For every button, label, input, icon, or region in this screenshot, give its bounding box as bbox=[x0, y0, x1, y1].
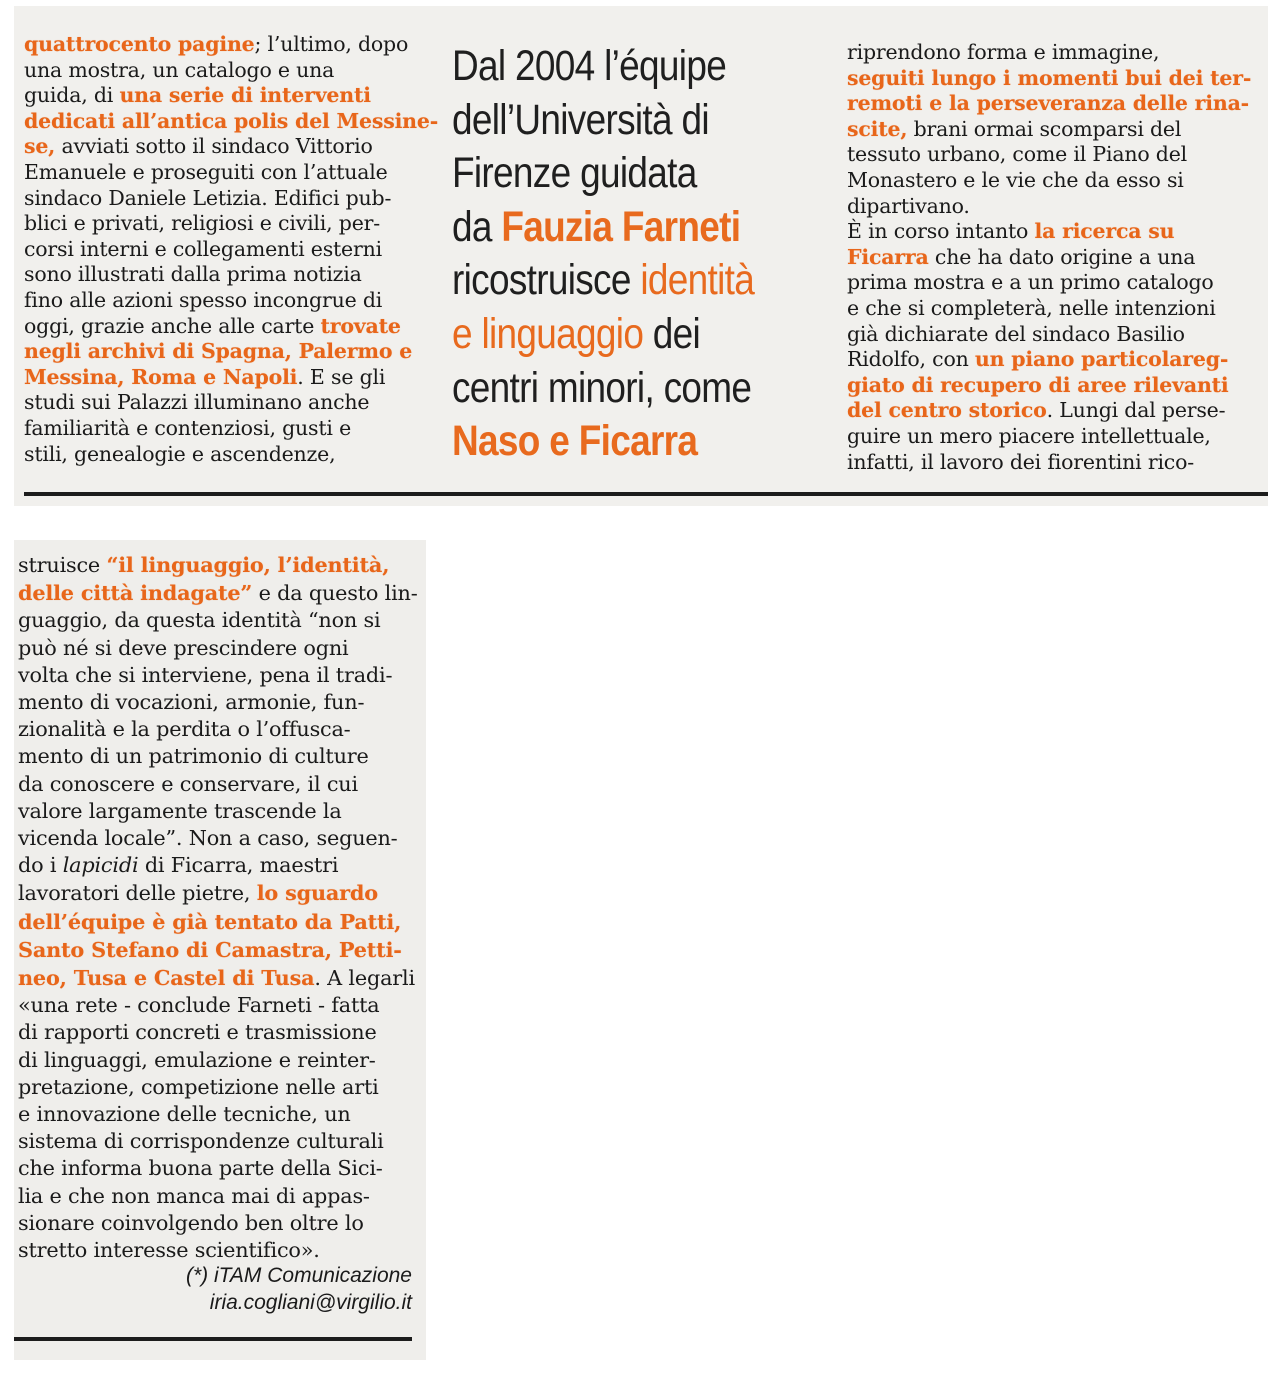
text-line bbox=[847, 65, 1252, 92]
text-line bbox=[18, 1101, 418, 1128]
text-line bbox=[847, 373, 1237, 399]
text-line bbox=[847, 398, 1237, 424]
body-text: mento di vocazioni, armonie, fun- bbox=[18, 690, 365, 715]
text-line bbox=[18, 936, 418, 964]
text-line bbox=[847, 347, 1237, 373]
highlighted-text: identità bbox=[640, 256, 755, 305]
text-line bbox=[24, 339, 414, 365]
highlighted-text: Messina, Roma e Napoli bbox=[24, 364, 298, 389]
body-text: da bbox=[452, 202, 502, 251]
section-divider-rule bbox=[24, 492, 1268, 496]
text-line bbox=[18, 771, 418, 798]
text-line bbox=[847, 424, 1237, 450]
text-line bbox=[18, 1183, 418, 1210]
body-text: familiarità e contenziosi, gusti e bbox=[24, 415, 352, 440]
body-text: Monastero e le vie che da esso si bbox=[847, 167, 1184, 192]
body-text: «una rete - conclude Farneti - fatta bbox=[18, 993, 380, 1018]
highlighted-text: Santo Stefano di Camastra, Petti- bbox=[18, 936, 402, 962]
text-line bbox=[18, 992, 418, 1019]
body-text: zionalità e la perdita o l’offusca- bbox=[18, 717, 351, 742]
body-text: guida, di bbox=[24, 83, 120, 108]
body-text: guaggio, da questa identità “non si bbox=[18, 608, 381, 633]
text-line bbox=[18, 825, 418, 852]
text-line bbox=[847, 91, 1249, 117]
text-line bbox=[847, 270, 1237, 296]
body-text: dei bbox=[643, 309, 701, 358]
highlighted-text: e linguaggio bbox=[452, 309, 644, 358]
body-text: brani ormai scomparsi del bbox=[907, 116, 1182, 141]
text-line bbox=[18, 908, 418, 936]
highlighted-text: neo, Tusa e Castel di Tusa bbox=[18, 965, 315, 991]
text-line bbox=[847, 245, 1237, 271]
body-text: riprendono forma e immagine, bbox=[847, 40, 1160, 64]
body-text: È in corso intanto bbox=[847, 219, 1035, 244]
text-line bbox=[24, 237, 414, 263]
body-text: dell’Università di bbox=[452, 95, 709, 144]
text-line bbox=[18, 1047, 418, 1074]
body-text: che ha dato origine a una bbox=[928, 244, 1196, 269]
author-credit-name: (*) iTAM Comunicazione bbox=[185, 1264, 412, 1287]
highlighted-text: scite, bbox=[847, 116, 908, 141]
body-text: pretazione, competizione nelle arti bbox=[18, 1074, 379, 1099]
text-line bbox=[24, 58, 414, 84]
highlighted-text: delle città indagate” bbox=[18, 580, 253, 606]
body-text: tessuto urbano, come il Piano del bbox=[847, 142, 1188, 167]
body-text: e innovazione delle tecniche, un bbox=[18, 1102, 351, 1127]
text-line bbox=[847, 450, 1237, 476]
body-text: do i bbox=[18, 853, 63, 878]
highlighted-text: dell’équipe è già tentato da Patti, bbox=[18, 908, 402, 934]
text-line bbox=[24, 32, 414, 58]
body-text: di rapporti concreti e trasmissione bbox=[18, 1020, 377, 1045]
body-text: corsi interni e collegamenti esterni bbox=[24, 236, 382, 261]
text-line bbox=[18, 879, 418, 907]
body-text: e che si completerà, nelle intenzioni bbox=[847, 295, 1216, 320]
highlighted-text: Ficarra bbox=[847, 244, 929, 269]
body-text: Ridolfo, con bbox=[847, 347, 975, 372]
text-line bbox=[24, 442, 414, 468]
body-text: stili, genealogie e ascendenze, bbox=[24, 441, 336, 466]
body-text: sindaco Daniele Letizia. Edifici pub- bbox=[24, 185, 392, 210]
highlighted-text: giato di recupero di aree rilevanti bbox=[847, 372, 1229, 397]
text-line bbox=[24, 262, 414, 288]
text-line bbox=[18, 1128, 418, 1155]
text-line bbox=[18, 743, 418, 770]
body-text: ; l’ultimo, dopo bbox=[254, 32, 409, 56]
text-line bbox=[18, 662, 418, 689]
text-line bbox=[847, 219, 1237, 245]
text-line bbox=[847, 142, 1237, 168]
left-text-column bbox=[24, 32, 439, 467]
body-text: centri minori, come bbox=[452, 363, 752, 412]
body-text: volta che si interviene, pena il tradi- bbox=[18, 662, 393, 687]
text-line bbox=[18, 689, 418, 716]
text-line bbox=[18, 716, 418, 743]
highlighted-text: trovate bbox=[320, 313, 401, 338]
body-text: sionare coinvolgendo ben oltre lo bbox=[18, 1210, 364, 1235]
text-line bbox=[18, 852, 418, 879]
body-text: . A legarli bbox=[314, 966, 415, 991]
body-text: già dichiarate del sindaco Basilio bbox=[847, 321, 1185, 346]
body-text: sono illustrati dalla prima notizia bbox=[24, 262, 362, 287]
body-text: Dal 2004 l’équipe bbox=[452, 42, 727, 90]
highlighted-text: Naso e Ficarra bbox=[452, 417, 698, 466]
text-line bbox=[18, 1210, 418, 1237]
text-line bbox=[18, 1237, 418, 1264]
text-line bbox=[24, 160, 414, 186]
body-text: guire un mero piacere intellettuale, bbox=[847, 423, 1211, 448]
body-text: può né si deve prescindere ogni bbox=[18, 635, 349, 660]
highlighted-text: seguiti lungo i momenti bui dei ter- bbox=[847, 65, 1252, 90]
text-line bbox=[24, 134, 414, 160]
continuation-text-column bbox=[18, 551, 418, 1264]
body-text: blici e privati, religiosi e civili, per- bbox=[24, 211, 380, 236]
body-text: lia e che non manca mai di appas- bbox=[18, 1183, 370, 1208]
highlighted-text: quattrocento pagine bbox=[24, 32, 255, 56]
highlighted-text: remoti e la perseveranza delle rina- bbox=[847, 91, 1249, 116]
body-text: . Lungi dal perse- bbox=[1046, 398, 1226, 423]
highlighted-text: dedicati all’antica polis del Messine- bbox=[24, 108, 439, 133]
highlighted-text: “il linguaggio, l’identità, bbox=[106, 552, 390, 577]
body-text: prima mostra e a un primo catalogo bbox=[847, 270, 1214, 295]
text-line bbox=[847, 168, 1237, 194]
body-text: . E se gli bbox=[297, 364, 386, 389]
highlighted-text: lo sguardo bbox=[256, 880, 378, 906]
body-text: Emanuele e proseguiti con l’attuale bbox=[24, 159, 388, 184]
text-line bbox=[24, 186, 414, 212]
highlighted-text: Fauzia Farneti bbox=[501, 202, 741, 251]
body-text: sistema di corrispondenze culturali bbox=[18, 1129, 384, 1154]
highlighted-text: del centro storico bbox=[847, 398, 1047, 423]
body-text: di Ficarra, maestri bbox=[138, 853, 339, 878]
highlighted-text: se, bbox=[24, 134, 56, 159]
text-line bbox=[452, 362, 770, 416]
text-line bbox=[24, 314, 414, 340]
text-line bbox=[847, 40, 1237, 66]
body-text: Firenze guidata bbox=[452, 149, 697, 198]
text-line bbox=[18, 1074, 418, 1101]
body-text: dipartivano. bbox=[847, 193, 970, 218]
text-line bbox=[847, 117, 1237, 143]
body-text: ricostruisce bbox=[452, 256, 641, 305]
body-text: di linguaggi, emulazione e reinter- bbox=[18, 1047, 376, 1072]
author-credit bbox=[186, 1262, 412, 1316]
body-text: infatti, il lavoro dei fiorentini rico- bbox=[847, 449, 1194, 474]
body-text: lavoratori delle pietre, bbox=[18, 881, 257, 906]
text-line bbox=[452, 201, 770, 255]
text-line bbox=[24, 83, 414, 109]
text-line bbox=[452, 147, 770, 201]
text-line bbox=[24, 211, 414, 237]
author-credit-email: iria.cogliani@virgilio.it bbox=[209, 1291, 412, 1314]
body-text: avviati sotto il sindaco Vittorio bbox=[55, 134, 373, 159]
body-text: e da questo lin- bbox=[252, 581, 418, 606]
text-line bbox=[18, 635, 418, 662]
text-line bbox=[18, 551, 418, 579]
text-line bbox=[18, 607, 418, 634]
end-rule bbox=[14, 1337, 412, 1341]
text-line bbox=[18, 798, 418, 825]
highlighted-text: un piano particolareg- bbox=[974, 347, 1229, 372]
text-line bbox=[24, 365, 414, 391]
body-text: vicenda locale”. Non a caso, seguen- bbox=[18, 826, 398, 851]
text-line bbox=[452, 308, 770, 362]
text-line bbox=[24, 108, 439, 135]
body-text: oggi, grazie anche alle carte bbox=[24, 313, 321, 338]
text-line bbox=[847, 296, 1237, 322]
text-line bbox=[452, 415, 770, 469]
text-line bbox=[24, 416, 414, 442]
body-text: valore largamente trascende la bbox=[18, 798, 342, 823]
text-line bbox=[24, 288, 414, 314]
highlighted-text: negli archivi di Spagna, Palermo e bbox=[24, 339, 413, 364]
body-text: fino alle azioni spesso incongrue di bbox=[24, 287, 383, 312]
text-line bbox=[452, 254, 770, 308]
italic-text: lapicidi bbox=[62, 853, 139, 878]
body-text: una mostra, un catalogo e una bbox=[24, 57, 335, 82]
body-text: che informa buona parte della Sici- bbox=[18, 1156, 383, 1181]
right-text-column bbox=[847, 40, 1252, 475]
text-line bbox=[18, 579, 418, 607]
text-line bbox=[24, 390, 414, 416]
body-text: mento di un patrimonio di culture bbox=[18, 744, 369, 769]
body-text: stretto interesse scientifico». bbox=[18, 1238, 320, 1263]
highlighted-text: una serie di interventi bbox=[119, 83, 371, 108]
text-line bbox=[18, 1155, 418, 1182]
text-line bbox=[452, 94, 770, 148]
body-text: studi sui Palazzi illuminano anche bbox=[24, 390, 370, 415]
pull-quote-headline bbox=[452, 40, 770, 469]
highlighted-text: la ricerca su bbox=[1034, 219, 1175, 244]
body-text: struisce bbox=[18, 553, 107, 577]
text-line bbox=[18, 1019, 418, 1046]
text-line bbox=[847, 194, 1237, 220]
text-line bbox=[847, 322, 1237, 348]
text-line bbox=[18, 964, 418, 992]
text-line bbox=[452, 40, 770, 94]
body-text: da conoscere e conservare, il cui bbox=[18, 771, 358, 796]
